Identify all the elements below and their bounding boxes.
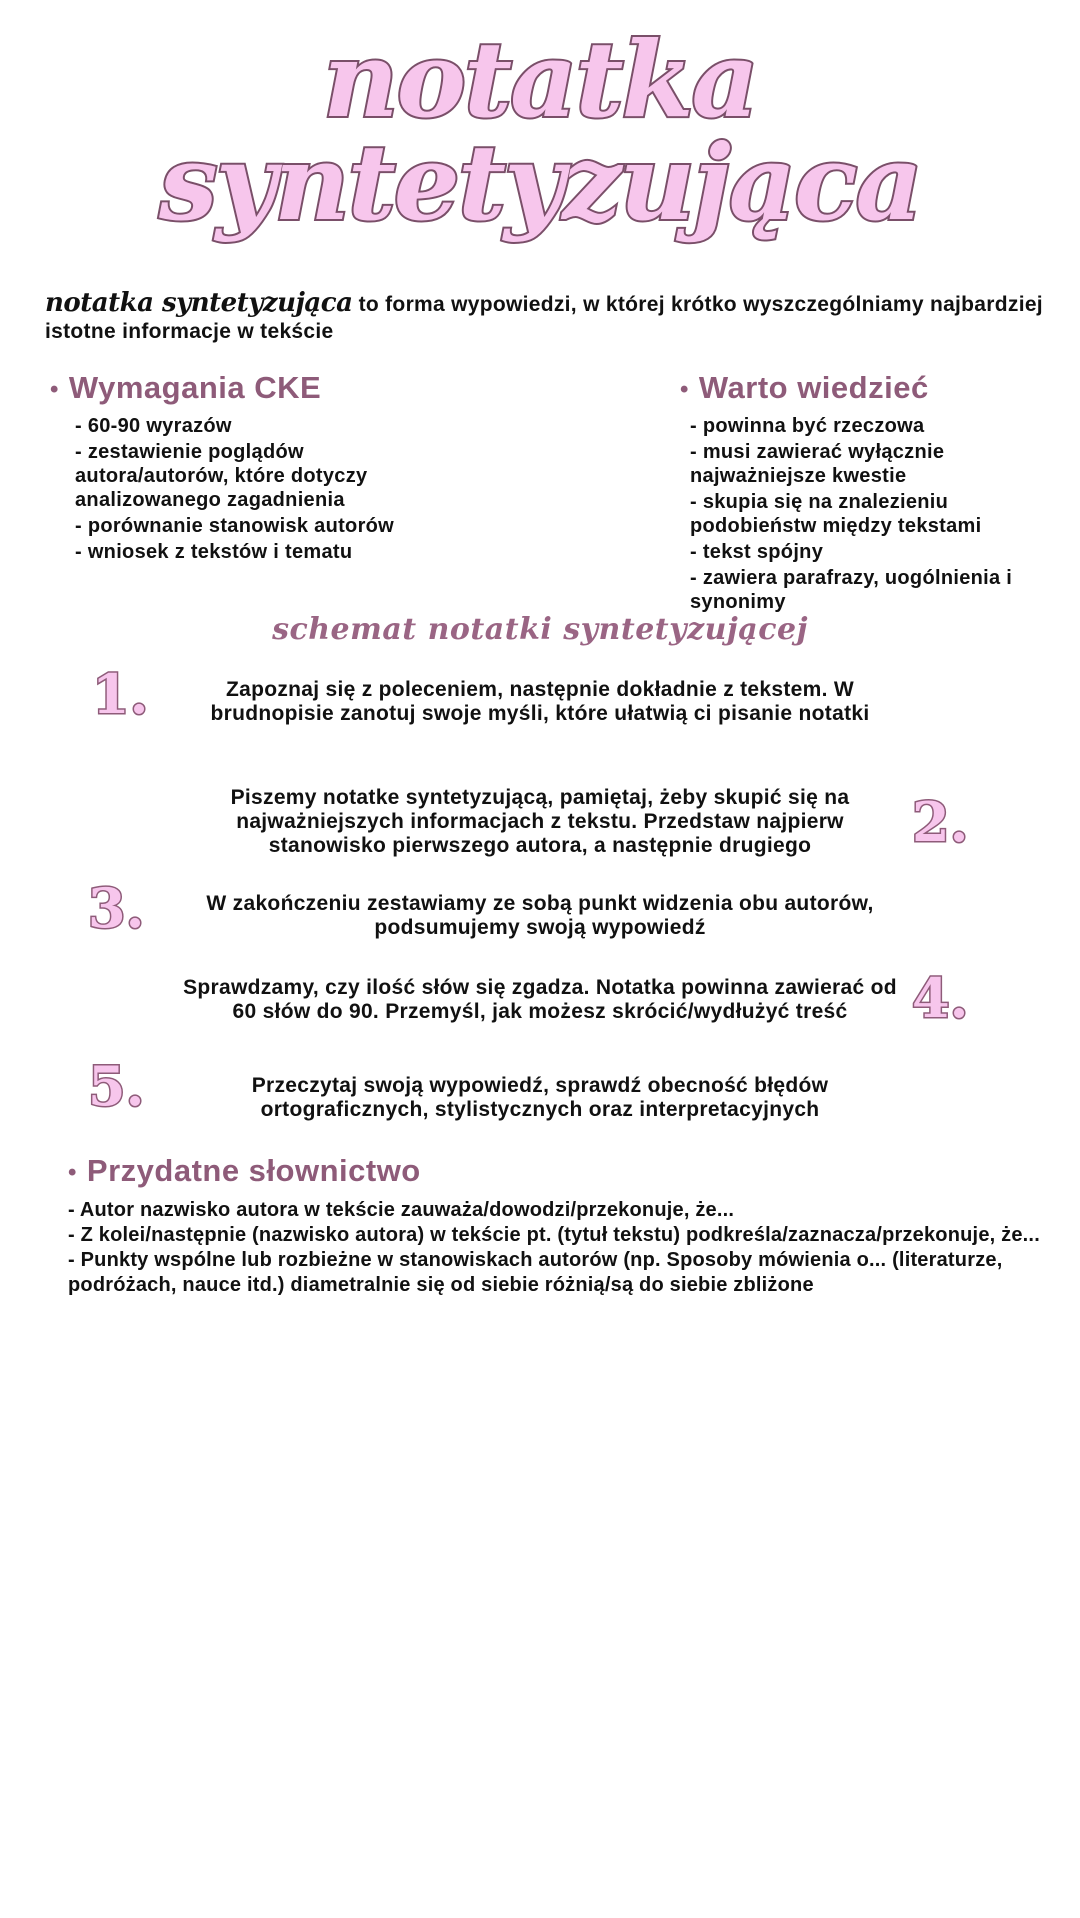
step-text: Sprawdzamy, czy ilość słów się zgadza. Notatka powinna zawierać od 60 słów do 90. Przemyśl, jak możesz skrócić/wydłużyć treść: [183, 976, 897, 1023]
list-item: - Punkty wspólne lub rozbieżne w stanowiskach autorów (np. Sposoby mówienia o... (literaturze, podróżach, nauce itd.) diametralnie się od siebie różnią/są do siebie zbliżone: [68, 1249, 1003, 1296]
worth-knowing-list: [690, 414, 1035, 616]
worth-knowing-heading: [680, 370, 929, 406]
vocabulary-heading-text: Przydatne słownictwo: [86, 1153, 421, 1188]
vocabulary-list: [68, 1198, 1058, 1298]
requirements-heading: [50, 370, 321, 406]
list-item: - zawiera parafrazy, uogólnienia i synonimy: [690, 567, 1013, 613]
list-item: - zestawienie poglądów autora/autorów, które dotyczy analizowanego zagadnienia: [75, 441, 368, 511]
list-item: - wniosek z tekstów i tematu: [75, 541, 353, 563]
list-item: - porównanie stanowisk autorów: [75, 515, 395, 537]
list-item: - 60-90 wyrazów: [75, 415, 232, 437]
bullet-dot-icon: •: [68, 1158, 77, 1186]
intro-term: notatka syntetyzująca: [45, 288, 353, 318]
requirements-list: [75, 414, 435, 566]
requirements-heading-text: Wymagania CKE: [68, 370, 322, 405]
vocabulary-heading: [68, 1153, 421, 1189]
bullet-dot-icon: •: [50, 375, 59, 403]
intro-paragraph: [45, 290, 1065, 345]
list-item: - tekst spójny: [690, 541, 824, 563]
step-number: 1.: [92, 662, 149, 726]
step-text: Piszemy notatke syntetyzującą, pamiętaj, żeby skupić się na najważniejszych informacjach z tekstu. Przedstaw najpierw stanowisko pierwszego autora, a następnie drugiego: [230, 786, 850, 857]
page-title-line-2: syntetyzująca: [159, 121, 921, 244]
step-text: Zapoznaj się z poleceniem, następnie dokładnie z tekstem. W brudnopisie zanotuj swoje myśli, które ułatwią ci pisanie notatki: [210, 678, 870, 725]
list-item: - skupia się na znalezieniu podobieństw między tekstami: [690, 491, 982, 537]
step-number: 2.: [912, 790, 969, 854]
list-item: - musi zawierać wyłącznie najważniejsze kwestie: [690, 441, 945, 487]
step-number: 5.: [88, 1054, 145, 1118]
step-number: 3.: [88, 876, 145, 940]
list-item: - Autor nazwisko autora w tekście zauważa/dowodzi/przekonuje, że...: [68, 1199, 735, 1221]
worth-knowing-heading-text: Warto wiedzieć: [698, 370, 929, 405]
list-item: - powinna być rzeczowa: [690, 415, 925, 437]
list-item: - Z kolei/następnie (nazwisko autora) w tekście pt. (tytuł tekstu) podkreśla/zaznacza/przekonuje, że...: [68, 1224, 1040, 1246]
schema-title: schemat notatki syntetyzującej: [272, 612, 808, 647]
step-text: Przeczytaj swoją wypowiedź, sprawdź obecność błędów ortograficznych, stylistycznych oraz interpretacyjnych: [251, 1074, 829, 1121]
step-number: 4.: [912, 966, 969, 1030]
page-title-line-1: notatka: [323, 18, 757, 141]
bullet-dot-icon: •: [680, 375, 689, 403]
step-text: W zakończeniu zestawiamy ze sobą punkt widzenia obu autorów, podsumujemy swoją wypowiedź: [206, 892, 874, 939]
intro-text: to forma wypowiedzi, w której krótko wyszczególniamy najbardziej istotne informacje w tekście: [45, 293, 1043, 343]
